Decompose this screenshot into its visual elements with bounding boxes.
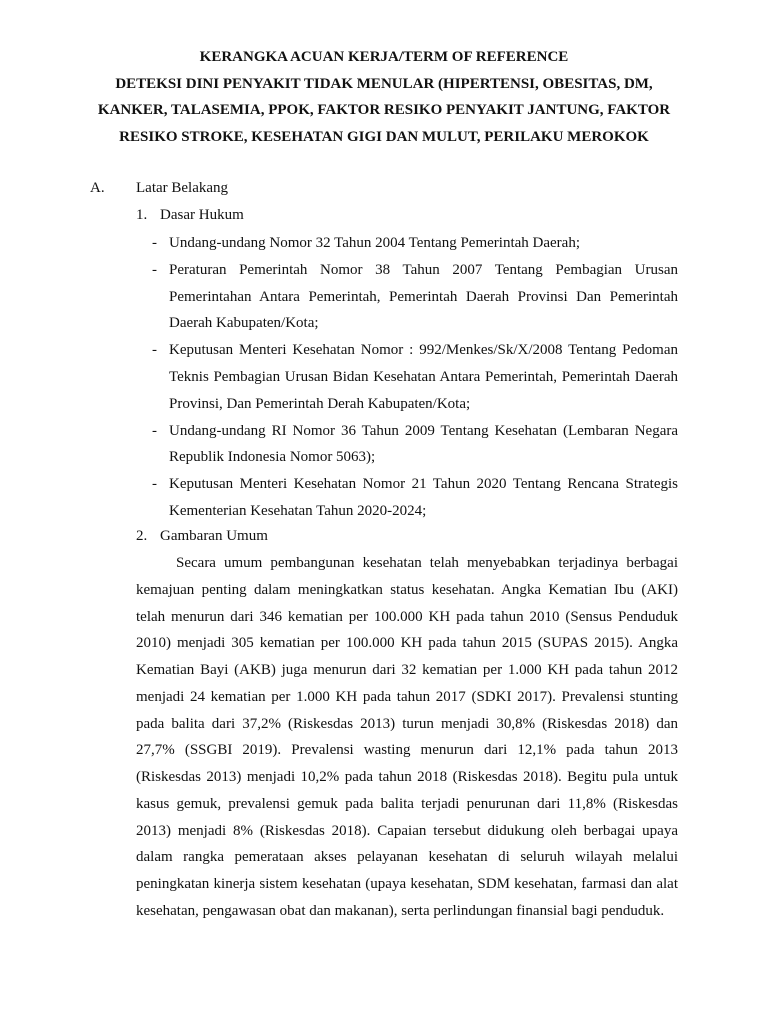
title-line-1: KERANGKA ACUAN KERJA/TERM OF REFERENCE — [199, 49, 569, 65]
section-letter: A. — [90, 180, 105, 196]
list-item-text: Keputusan Menteri Kesehatan Nomor : 992/Menkes/Sk/X/2008 Tentang Pedoman Teknis Pembagian Urusan Bidan Kesehatan Antara Pemerintah, Pemerintah Daerah Provinsi, Dan Pemerintah Derah Kabupaten/Kota; — [169, 342, 678, 412]
title-line-3: KANKER, TALASEMIA, PPOK, FAKTOR RESIKO PENYAKIT JANTUNG, FAKTOR — [97, 102, 671, 118]
document-title — [70, 44, 698, 150]
subsection-number: 2. — [136, 528, 148, 544]
list-item-text: Keputusan Menteri Kesehatan Nomor 21 Tahun 2020 Tentang Rencana Strategis Kementerian Kesehatan Tahun 2020-2024; — [169, 476, 678, 519]
subsection-title: Gambaran Umum — [160, 528, 268, 544]
legal-basis-list — [152, 230, 678, 525]
title-line-4: RESIKO STROKE, KESEHATAN GIGI DAN MULUT, PERILAKU MEROKOK — [119, 128, 649, 145]
list-item — [152, 337, 678, 417]
subsection-heading-legal-basis — [136, 205, 244, 225]
list-item — [152, 418, 678, 472]
bullet-dash: - — [152, 235, 157, 251]
list-item — [152, 230, 678, 257]
list-item — [152, 257, 678, 337]
subsection-title: Dasar Hukum — [160, 207, 244, 223]
bullet-dash: - — [152, 342, 157, 359]
bullet-dash: - — [152, 261, 157, 278]
list-item-text: Undang-undang RI Nomor 36 Tahun 2009 Tentang Kesehatan (Lembaran Negara Republik Indonesia Nomor 5063); — [169, 422, 678, 466]
title-line-2: DETEKSI DINI PENYAKIT TIDAK MENULAR (HIPERTENSI, OBESITAS, DM, — [115, 75, 653, 92]
list-item-text: Peraturan Pemerintah Nomor 38 Tahun 2007 Tentang Pembagian Urusan Pemerintahan Antara Pemerintah, Pemerintah Daerah Provinsi Dan Pemerintah Daerah Kabupaten/Kota; — [169, 261, 678, 332]
subsection-heading-overview — [136, 526, 268, 546]
bullet-dash: - — [152, 476, 157, 493]
bullet-dash: - — [152, 422, 157, 439]
list-item — [152, 471, 678, 525]
section-title: Latar Belakang — [136, 180, 229, 196]
overview-paragraph: Secara umum pembangunan kesehatan telah menyebabkan terjadinya berbagai kemajuan penting dalam meningkatkan status kesehatan. Angka Kematian Ibu (AKI) telah menurun dari 346 kematian per 100.000 KH pada tahun 2010 (Sensus Penduduk 2010) menjadi 305 kematian per 100.000 KH pada tahun 2015 (SUPAS 2015). Angka Kematian Bayi (AKB) juga menurun dari 32 kematian per 1.000 KH pada tahun 2012 menjadi 24 kematian per 1.000 KH pada tahun 2017 (SDKI 2017). Prevalensi stunting pada balita dari 37,2% (Riskesdas 2013) turun menjadi 30,8% (Riskesdas 2018) dan 27,7% (SSGBI 2019). Prevalensi wasting menurun dari 12,1% pada tahun 2013 (Riskesdas 2013) menjadi 10,2% pada tahun 2018 (Riskesdas 2018). Begitu pula untuk kasus gemuk, prevalensi gemuk pada balita terjadi penurunan dari 11,8% (Riskesdas 2013) menjadi 8% (Riskesdas 2018). Capaian tersebut didukung oleh berbagai upaya dalam rangka pemerataan akses pelayanan kesehatan di seluruh wilayah melalui peningkatan kinerja sistem kesehatan (upaya kesehatan, SDM kesehatan, farmasi dan alat kesehatan, pengawasan obat dan makanan), serta perlindungan finansial bagi penduduk. — [136, 555, 678, 919]
subsection-number: 1. — [136, 207, 148, 223]
list-item-text: Undang-undang Nomor 32 Tahun 2004 Tentang Pemerintah Daerah; — [169, 235, 580, 251]
